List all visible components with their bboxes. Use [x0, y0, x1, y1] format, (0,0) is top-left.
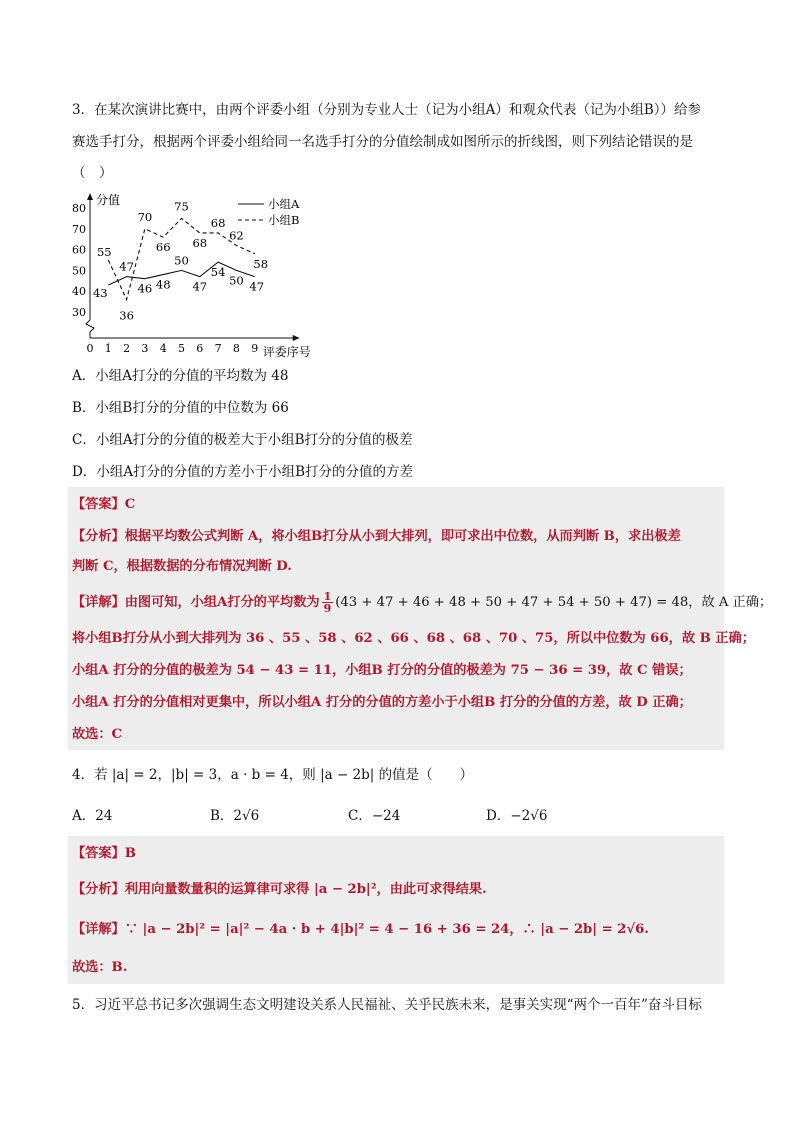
data-label: 47 [119, 259, 134, 274]
data-label: 62 [229, 228, 244, 243]
chart-legend [238, 197, 300, 227]
q4-option-c[interactable]: C．−24 [348, 808, 401, 824]
q4-option-d[interactable]: D．−2√6 [486, 808, 548, 824]
q3-option-b[interactable]: B．小组B打分的分值的中位数为 66 [72, 400, 289, 416]
q3-detail-text1b: (43 + 47 + 46 + 48 + 50 + 47 + 54 + 50 + 47) = 48，故 A 正确； [335, 595, 773, 610]
q4-stem: 4．若 |a| = 2，|b| = 3，a · b = 4，则 |a − 2b| 的值是（ ） [72, 767, 474, 783]
q4-analysis-text: 利用向量数量积的运算律可求得 |a − 2b|²，由此可求得结果. [124, 882, 487, 897]
data-label: 47 [192, 279, 208, 294]
y-tick-label: 80 [72, 202, 86, 215]
data-label: 36 [119, 308, 134, 323]
legend-label-a: 小组A [268, 197, 300, 211]
line-chart [60, 190, 360, 360]
legend-label-b: 小组B [268, 213, 300, 227]
y-axis-break [86, 320, 94, 338]
q3-detail-row1 [72, 591, 772, 614]
data-label: 48 [155, 277, 171, 292]
q3-analysis-row2: 判断 C，根据数据的分布情况判断 D. [72, 559, 292, 574]
q3-analysis-text1: 根据平均数公式判断 A，将小组B打分从小到大排列，即可求出中位数，从而判断 B，求出极差 [124, 529, 681, 544]
data-label: 55 [96, 245, 112, 259]
q4-detail-tag: 【详解】 [72, 922, 125, 937]
x-tick-label: 0 [86, 342, 94, 355]
q3-answer-tag: 【答案】 [72, 497, 125, 512]
data-label: 50 [229, 273, 244, 288]
x-axis-arrow [293, 335, 300, 341]
q3-option-a[interactable]: A．小组A打分的分值的平均数为 48 [72, 368, 289, 384]
x-tick-label: 1 [104, 342, 112, 355]
q4-option-b[interactable]: B．2√6 [210, 808, 260, 824]
q4-option-a[interactable]: A．24 [72, 808, 113, 824]
q4-detail-text: ∵ |a − 2b|² = |a|² − 4a · b + 4|b|² = 4 − 16 + 36 = 24，∴ |a − 2b| = 2√6. [124, 922, 649, 937]
data-label: 70 [137, 209, 153, 224]
q3-answer-row [72, 495, 135, 515]
q3-analysis-tag: 【分析】 [72, 529, 125, 544]
q3-detail-tag: 【详解】 [72, 595, 125, 610]
x-tick-label: 6 [196, 342, 204, 355]
y-tick-label: 60 [72, 243, 86, 257]
q3-detail-text1a: 由图可知，小组A打分的平均数为 [124, 595, 320, 610]
q3-analysis-row1 [72, 527, 681, 547]
x-tick-label: 8 [232, 342, 240, 355]
x-axis-title: 评委序号 [262, 345, 311, 359]
fraction-denominator: 9 [323, 602, 332, 615]
q4-analysis-tag: 【分析】 [72, 882, 125, 897]
q3-detail-row4: 小组A 打分的分值相对更集中，所以小组A 打分的分值的方差小于小组B 打分的分值的方差，故 D 正确； [72, 695, 692, 710]
data-label: 58 [253, 256, 269, 271]
q4-conclusion: 故选：B. [72, 960, 128, 975]
x-tick-label: 4 [159, 342, 167, 355]
data-label: 68 [192, 235, 208, 250]
fraction-numerator: 1 [323, 590, 332, 603]
q4-analysis-row [72, 880, 487, 900]
y-tick-label: 40 [72, 285, 86, 299]
q3-option-c[interactable]: C．小组A打分的分值的极差大于小组B打分的分值的极差 [72, 432, 413, 448]
data-label: 66 [155, 240, 171, 255]
q4-answer-row [72, 844, 136, 864]
x-tick-label: 9 [251, 342, 259, 355]
q3-detail-row3: 小组A 打分的分值的极差为 54 − 43 = 11，小组B 打分的分值的极差为 75 − 36 = 39，故 C 错误； [72, 663, 692, 678]
y-axis-arrow [87, 193, 93, 200]
x-tick-label: 7 [214, 342, 222, 355]
x-tick-label: 2 [123, 342, 131, 355]
q4-answer: B [124, 846, 136, 861]
q3-stem-line3: （ ） [72, 165, 113, 181]
q3-stem-line1: 3．在某次演讲比赛中，由两个评委小组（分别为专业人士（记为小组A）和观众代表（记为小组B））给参 [72, 102, 702, 118]
chart-labels [93, 199, 268, 322]
x-tick-label: 3 [141, 342, 149, 355]
q3-option-d[interactable]: D．小组A打分的分值的方差小于小组B打分的分值的方差 [72, 464, 413, 480]
y-axis-title: 分值 [96, 193, 121, 207]
q3-answer: C [124, 497, 136, 512]
data-label: 43 [92, 285, 108, 300]
q4-answer-tag: 【答案】 [72, 846, 125, 861]
data-label: 50 [174, 253, 189, 268]
y-tick-label: 30 [72, 306, 86, 319]
data-label: 47 [249, 279, 265, 294]
data-label: 54 [210, 265, 226, 280]
data-label: 46 [137, 281, 153, 296]
data-label: 75 [174, 199, 189, 214]
x-tick-label: 5 [178, 342, 185, 355]
q3-stem-line2: 赛选手打分，根据两个评委小组给同一名选手打分的分值绘制成如图所示的折线图，则下列结论错误的是 [72, 134, 693, 150]
y-tick-label: 50 [72, 264, 86, 278]
q3-conclusion: 故选：C [72, 727, 123, 742]
q3-solution-box [68, 487, 773, 750]
q4-solution-box [68, 836, 724, 984]
q3-detail-row2: 将小组B打分从小到大排列为 36 、55 、58 、62 、66 、68 、68 、70 、75，所以中位数为 66，故 B 正确； [72, 631, 755, 646]
data-label: 68 [210, 215, 226, 230]
q5-stem-line1: 5．习近平总书记多次强调生态文明建设关系人民福祉、关乎民族未来，是事关实现“两个一百年”奋斗目标 [72, 997, 702, 1013]
fraction-one-ninth [322, 591, 334, 614]
y-tick-label: 70 [72, 222, 86, 236]
q4-detail-row [72, 920, 649, 940]
